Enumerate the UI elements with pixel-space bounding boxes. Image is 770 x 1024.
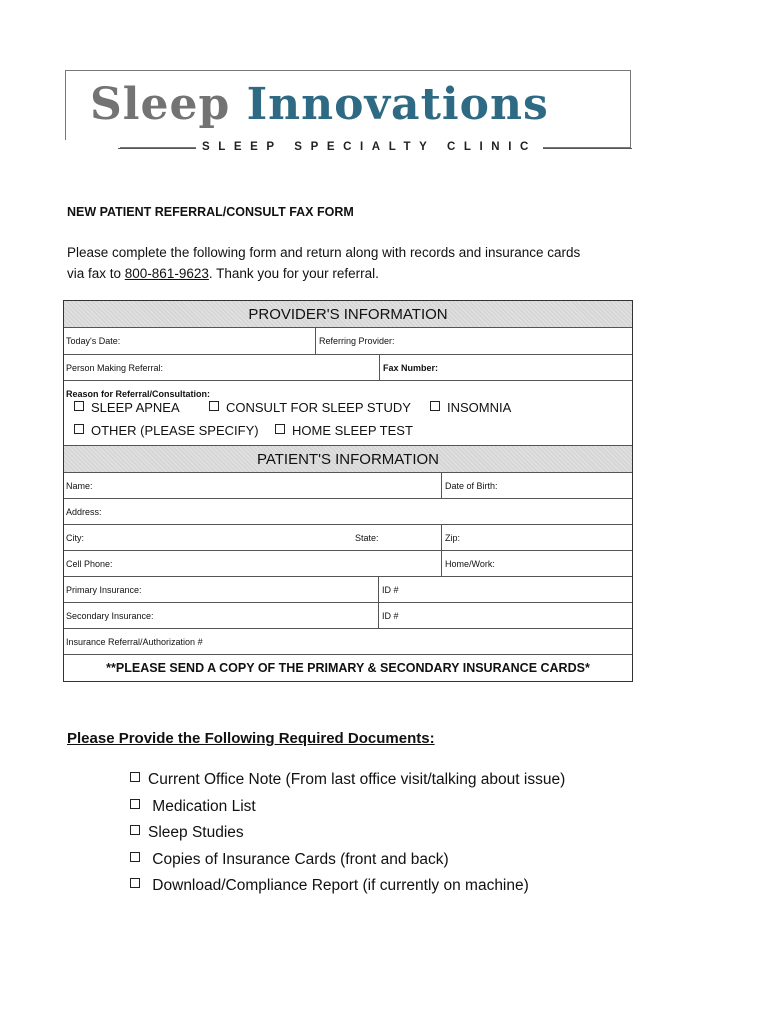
authorization-field[interactable]: Insurance Referral/Authorization # — [66, 636, 203, 647]
checkbox-icon[interactable] — [74, 424, 84, 434]
required-doc-item[interactable] — [130, 796, 565, 823]
secondary-id-field[interactable]: ID # — [382, 610, 399, 621]
checkbox-icon[interactable] — [430, 401, 440, 411]
checkbox-icon[interactable] — [130, 852, 140, 862]
secondary-insurance-field[interactable]: Secondary Insurance: — [66, 610, 154, 621]
row-person-fax — [64, 355, 632, 381]
checkbox-icon[interactable] — [130, 825, 140, 835]
required-doc-label: Copies of Insurance Cards (front and back) — [148, 850, 449, 868]
intro-line-2-prefix: via fax to — [67, 266, 125, 281]
reason-label: Reason for Referral/Consultation: — [66, 389, 211, 399]
required-doc-label: Current Office Note (From last office visit/talking about issue) — [148, 771, 566, 788]
row-primary-insurance — [64, 577, 632, 603]
cell-divider — [378, 577, 379, 602]
required-doc-item[interactable] — [130, 769, 565, 796]
logo-word-sleep: Sleep — [90, 79, 231, 130]
required-doc-item[interactable] — [130, 849, 565, 876]
state-field[interactable]: State: — [355, 532, 379, 543]
checkbox-icon[interactable] — [130, 878, 140, 888]
required-docs-list — [130, 769, 565, 902]
cell-phone-field[interactable]: Cell Phone: — [66, 558, 113, 569]
reason-option[interactable] — [275, 423, 413, 438]
row-name-dob — [64, 473, 632, 499]
date-of-birth-field[interactable]: Date of Birth: — [445, 480, 498, 491]
reason-option[interactable] — [74, 423, 259, 438]
required-docs-title: Please Provide the Following Required Documents: — [67, 730, 435, 747]
reason-option-label: SLEEP APNEA — [91, 400, 180, 415]
intro-line-2-suffix: . Thank you for your referral. — [208, 266, 379, 281]
insurance-cards-note: **PLEASE SEND A COPY OF THE PRIMARY & SECONDARY INSURANCE CARDS* — [106, 661, 590, 675]
row-date-provider — [64, 328, 632, 355]
reason-option[interactable] — [209, 400, 411, 415]
city-field[interactable]: City: — [66, 532, 84, 543]
row-address — [64, 499, 632, 525]
checkbox-icon[interactable] — [209, 401, 219, 411]
reason-option[interactable] — [430, 400, 511, 415]
fax-number-link[interactable]: 800-861-9623 — [124, 266, 209, 281]
reason-option-label: OTHER (PLEASE SPECIFY) — [91, 423, 259, 438]
checkbox-icon[interactable] — [74, 401, 84, 411]
required-doc-item[interactable] — [130, 875, 565, 902]
zip-field[interactable]: Zip: — [445, 532, 461, 543]
address-field[interactable]: Address: — [66, 506, 102, 517]
referral-form-table — [63, 300, 633, 682]
patient-name-field[interactable]: Name: — [66, 480, 93, 491]
reason-option-label: CONSULT FOR SLEEP STUDY — [226, 400, 411, 415]
intro-line-1: Please complete the following form and return along with records and insurance cards — [67, 245, 581, 260]
cell-divider — [441, 551, 442, 576]
cell-divider — [315, 328, 316, 354]
logo-tagline: SLEEP SPECIALTY CLINIC — [196, 141, 543, 153]
providers-info-header: PROVIDER'S INFORMATION — [64, 301, 632, 328]
checkbox-icon[interactable] — [130, 772, 140, 782]
primary-id-field[interactable]: ID # — [382, 584, 399, 595]
logo-word-innovations: Innovations — [246, 79, 549, 130]
reason-option-label: HOME SLEEP TEST — [292, 423, 413, 438]
cell-divider — [441, 473, 442, 498]
fax-number-field[interactable]: Fax Number: — [383, 362, 439, 373]
primary-insurance-field[interactable]: Primary Insurance: — [66, 584, 142, 595]
row-phones — [64, 551, 632, 577]
patients-info-header: PATIENT'S INFORMATION — [64, 446, 632, 473]
referring-provider-field[interactable]: Referring Provider: — [319, 336, 395, 346]
home-work-phone-field[interactable]: Home/Work: — [445, 558, 495, 569]
required-doc-item[interactable] — [130, 822, 565, 849]
todays-date-field[interactable]: Today's Date: — [66, 336, 121, 346]
logo-rule-left — [118, 148, 196, 149]
cell-divider — [441, 525, 442, 550]
logo-wordmark — [90, 79, 549, 130]
intro-line-2 — [67, 263, 627, 284]
row-city-state-zip — [64, 525, 632, 551]
checkbox-icon[interactable] — [275, 424, 285, 434]
logo — [65, 70, 631, 148]
reason-option-label: INSOMNIA — [447, 400, 512, 415]
required-doc-label: Medication List — [148, 797, 256, 815]
logo-border-gap — [64, 140, 120, 152]
row-secondary-insurance — [64, 603, 632, 629]
checkbox-icon[interactable] — [130, 799, 140, 809]
reason-option[interactable] — [74, 400, 180, 415]
reason-block — [64, 381, 632, 446]
person-making-referral-field[interactable]: Person Making Referral: — [66, 362, 164, 373]
form-title: NEW PATIENT REFERRAL/CONSULT FAX FORM — [67, 205, 354, 219]
required-doc-label: Sleep Studies — [148, 824, 244, 841]
row-authorization — [64, 629, 632, 655]
cell-divider — [379, 355, 380, 380]
intro-text — [67, 242, 627, 284]
cell-divider — [378, 603, 379, 628]
required-doc-label: Download/Compliance Report (if currently on machine) — [148, 877, 529, 894]
